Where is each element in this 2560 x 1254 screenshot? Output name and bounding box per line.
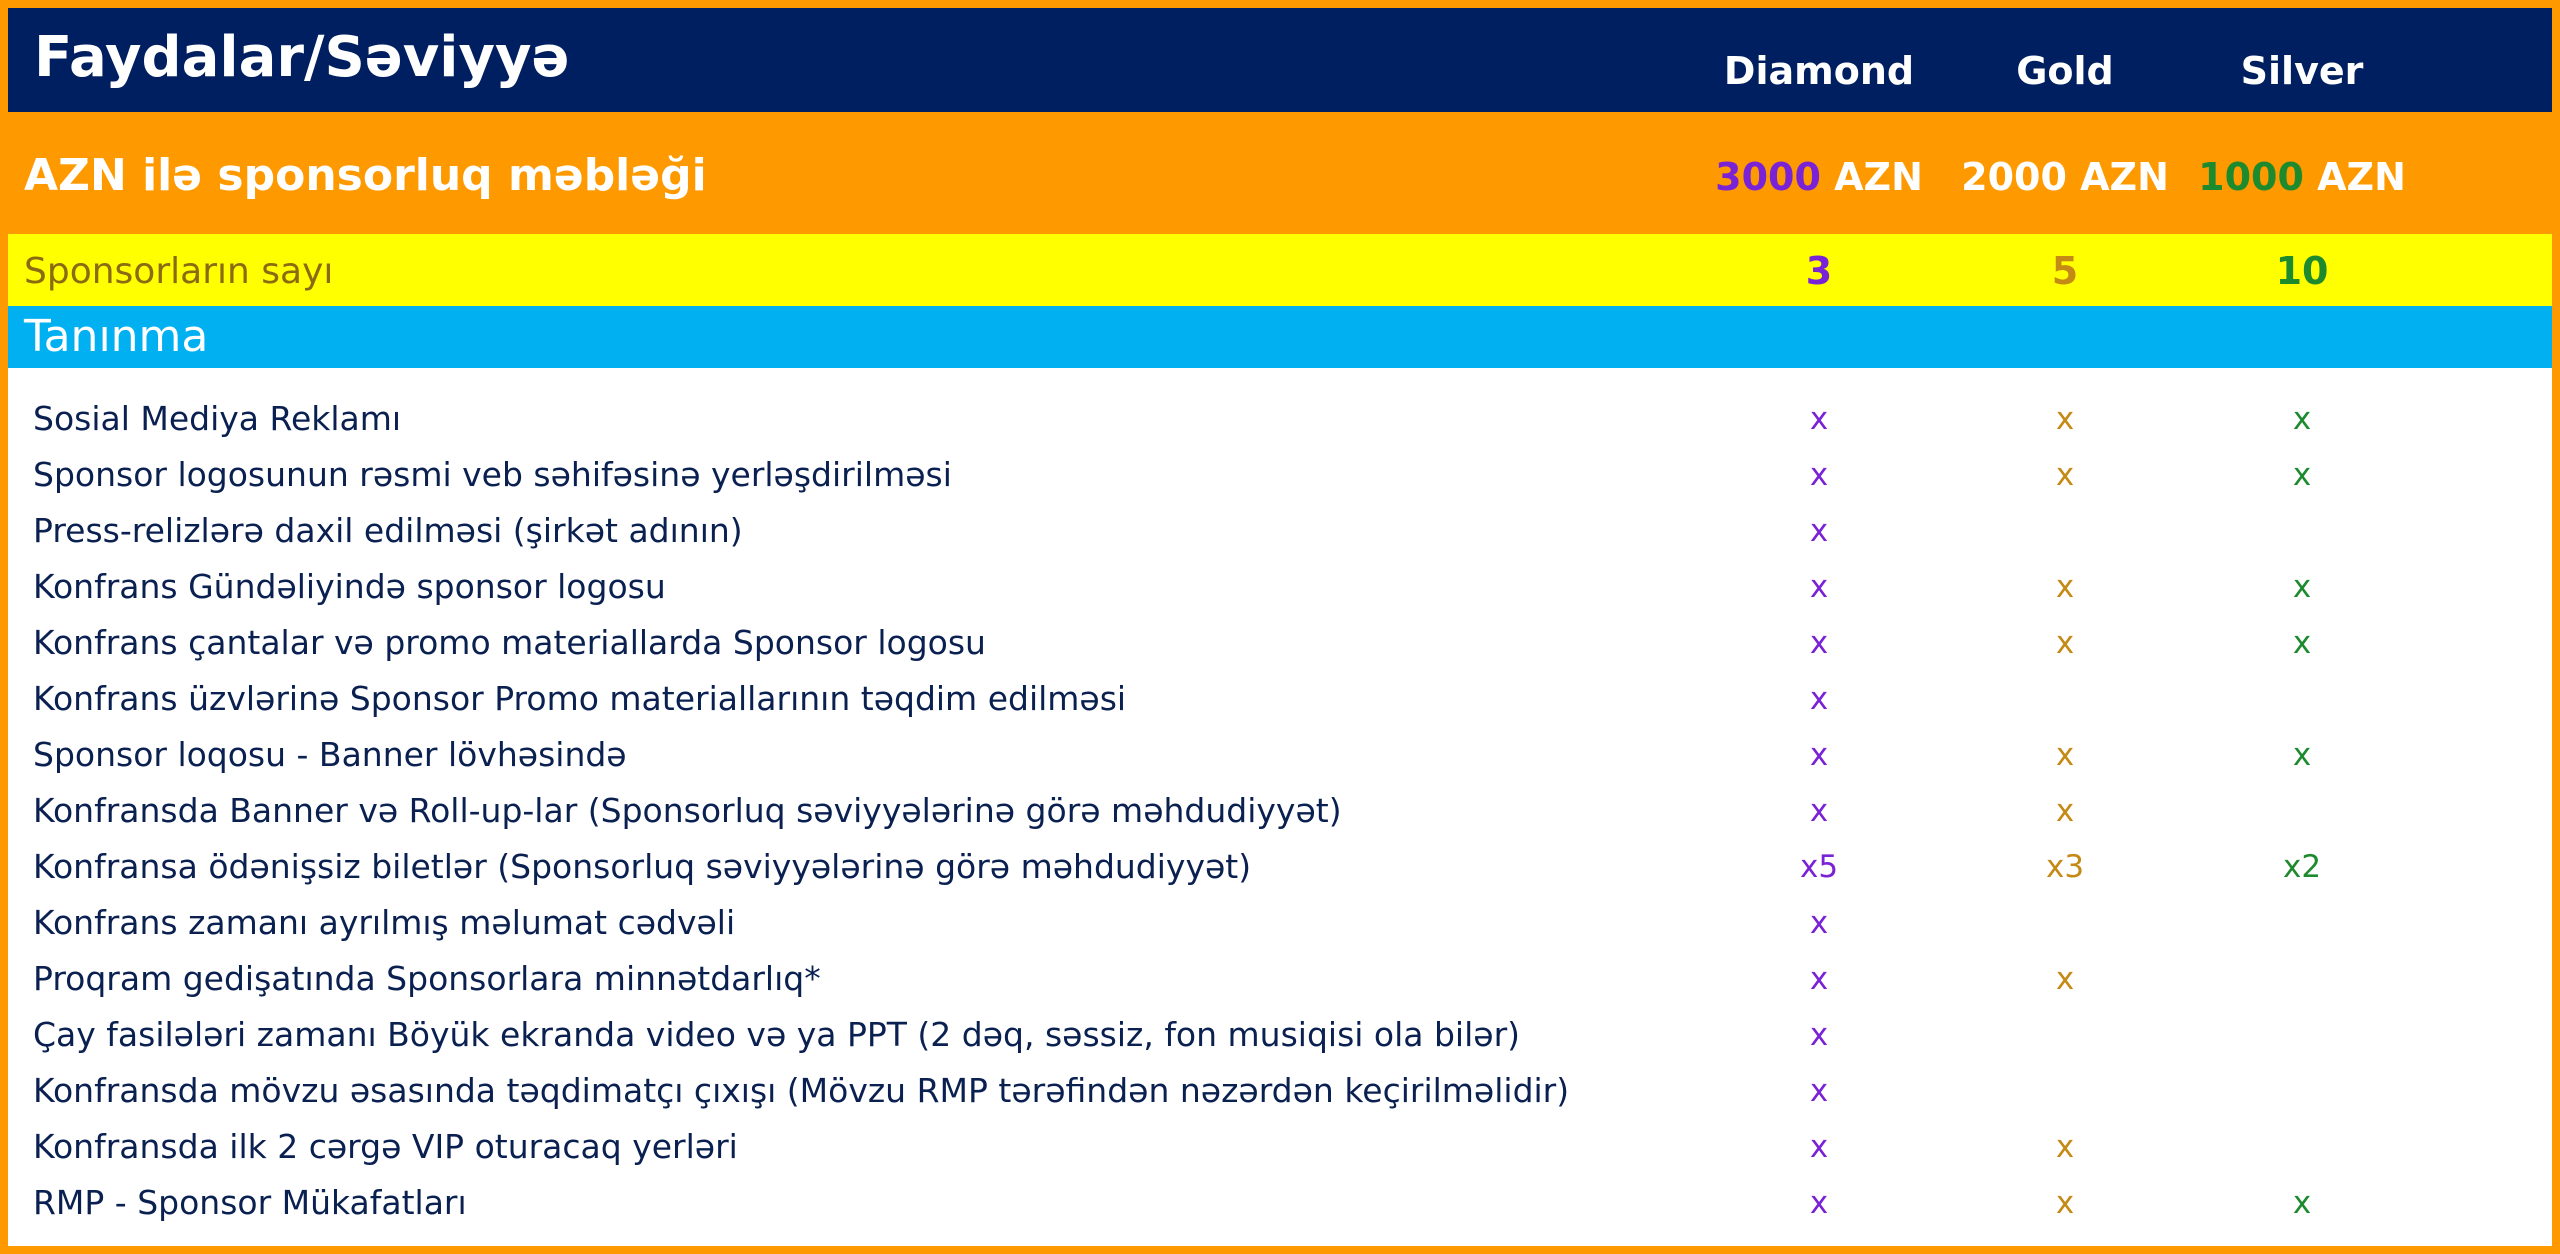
benefit-label: Konfrans çantalar və promo materiallarda Sponsor logosu (33, 623, 986, 662)
page-title: Faydalar/Səviyyə (34, 25, 570, 90)
benefits-list (8, 368, 2552, 1246)
benefit-row: Sosial Mediya Reklamı x x x (33, 399, 2312, 438)
benefit-row: Çay fasilələri zamanı Böyük ekranda video və ya PPT (2 dəq, səssiz, fon musiqisi ola bilər) x (33, 1015, 1829, 1054)
benefit-label: Konfrans Gündəliyində sponsor logosu (33, 567, 666, 606)
benefit-label: Konfransda Banner və Roll-up-lar (Sponsorluq səviyyələrinə görə məhdudiyyət) (33, 791, 1342, 830)
benefit-label: Sponsor loqosu - Banner lövhəsində (33, 735, 627, 774)
benefit-label: Sosial Mediya Reklamı (33, 399, 402, 438)
benefit-row: Sponsor loqosu - Banner lövhəsində x x x (33, 735, 2312, 774)
silver-amount-currency: AZN (2317, 155, 2406, 199)
gold-amount-currency: AZN (2080, 155, 2169, 199)
diamond-amount-currency: AZN (1834, 155, 1923, 199)
section-label: Tanınma (24, 311, 209, 362)
silver-amount-number: 1000 (2198, 155, 2304, 199)
benefit-row: Konfransda Banner və Roll-up-lar (Sponsorluq səviyyələrinə görə məhdudiyyət) x x (33, 791, 2075, 830)
benefit-label: Konfransda ilk 2 cərgə VIP oturacaq yerləri (33, 1127, 738, 1166)
benefit-label: Konfrans zamanı ayrılmış məlumat cədvəli (33, 903, 736, 942)
gold-amount-number: 2000 (1961, 155, 2067, 199)
amount-label: AZN ilə sponsorluq məbləği (24, 150, 707, 201)
sponsorship-table (8, 8, 2552, 1246)
benefit-label: Çay fasilələri zamanı Böyük ekranda video və ya PPT (2 dəq, səssiz, fon musiqisi ola bilər) (33, 1015, 1521, 1054)
benefit-label: Konfransda mövzu əsasında təqdimatçı çıxışı (Mövzu RMP tərəfindən nəzərdən keçirilməlidir) (33, 1071, 1570, 1110)
table-header: Faydalar/Səviyyə Diamond Gold Silver (8, 8, 2552, 112)
benefit-row: Konfrans üzvlərinə Sponsor Promo materiallarının təqdim edilməsi x (33, 679, 1829, 718)
sponsor-count-label: Sponsorların sayı (24, 251, 334, 292)
diamond-amount-number: 3000 (1715, 155, 1821, 199)
benefit-row: Sponsor logosunun rəsmi veb səhifəsinə yerləşdirilməsi x x x (33, 455, 2312, 494)
benefit-label: RMP - Sponsor Mükafatları (33, 1183, 467, 1222)
benefit-label: Proqram gedişatında Sponsorlara minnətdarlıq* (33, 959, 821, 998)
benefit-label: Konfransa ödənişsiz biletlər (Sponsorluq səviyyələrinə görə məhdudiyyət) (33, 847, 1252, 886)
benefit-row: Konfransda ilk 2 cərgə VIP oturacaq yerləri x x (33, 1127, 2075, 1166)
benefit-row: Konfrans zamanı ayrılmış məlumat cədvəli x (33, 903, 1829, 942)
benefit-row: Konfrans Gündəliyində sponsor logosu x x x (33, 567, 2312, 606)
benefit-row: Proqram gedişatında Sponsorlara minnətdarlıq* x x (33, 959, 2075, 998)
sponsor-count-row: Sponsorların sayı 3 5 10 (8, 234, 2552, 306)
benefit-label: Sponsor logosunun rəsmi veb səhifəsinə yerləşdirilməsi (33, 455, 952, 494)
benefit-row: Konfransda mövzu əsasında təqdimatçı çıxışı (Mövzu RMP tərəfindən nəzərdən keçirilməlidir) x (33, 1071, 1829, 1110)
benefit-label: Press-relizlərə daxil edilməsi (şirkət adının) (33, 511, 743, 550)
benefit-row: RMP - Sponsor Mükafatları x x x (33, 1183, 2312, 1222)
benefit-label: Konfrans üzvlərinə Sponsor Promo materiallarının təqdim edilməsi (33, 679, 1127, 718)
benefit-row: Konfrans çantalar və promo materiallarda Sponsor logosu x x x (33, 623, 2312, 662)
benefit-row: Press-relizlərə daxil edilməsi (şirkət adının) x (33, 511, 1829, 550)
section-header-recognition (8, 306, 2552, 368)
benefit-row: Konfransa ödənişsiz biletlər (Sponsorluq səviyyələrinə görə məhdudiyyət) x5 x3 x2 (33, 847, 2322, 886)
sponsorship-amount-row (8, 112, 2552, 234)
